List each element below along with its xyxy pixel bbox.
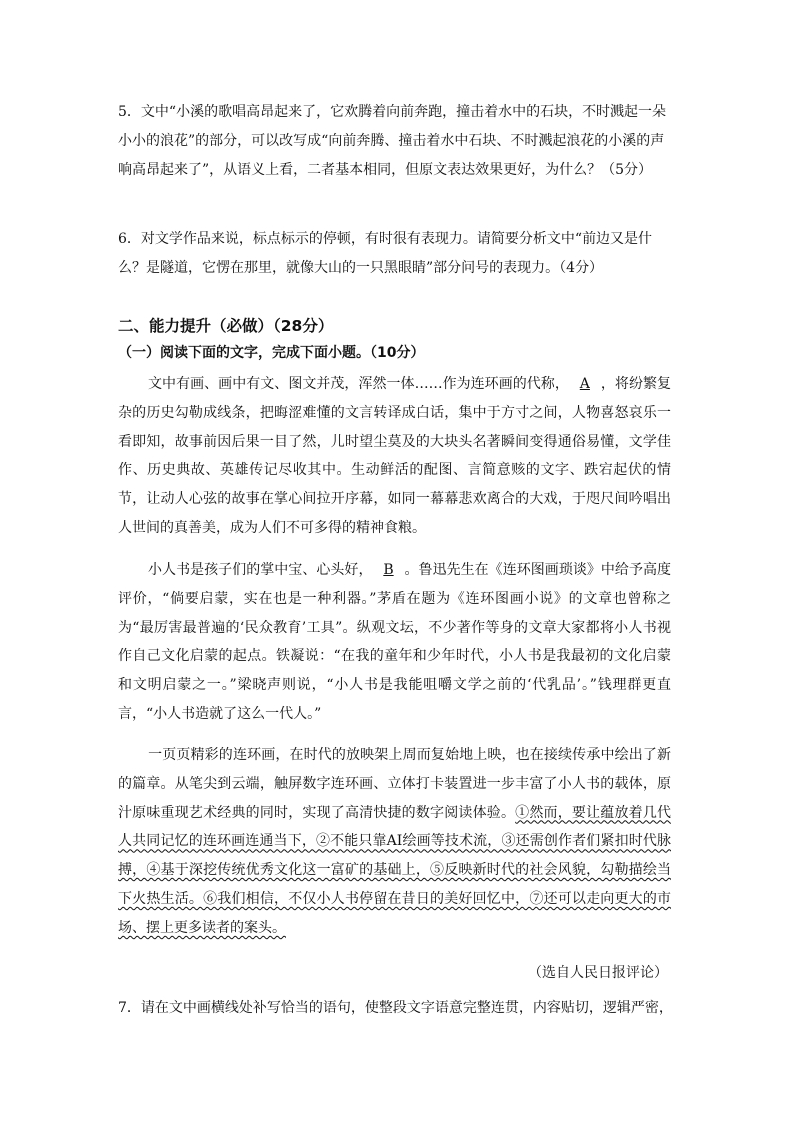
wavy-underlined-passage: ①然而，要让蕴放着几代人共同记忆的连环画连通当下，②不能只靠AI绘画等技术流，③还需创作者们紧扣时代脉搏，④基于深挖传统优秀文化这一富矿的基础上，⑤反映新时代的社会风貌，勾勒描绘当下火热生活。⑥我们相信，不仅小人书停留在昔日的美好回忆中，⑦还可以走向更大的市场、摆上更多读者的案头。 [118, 804, 671, 936]
paragraph-2-text-a: 小人书是孩子们的掌中宝、心头好， [148, 562, 373, 578]
question-6: 6．对文学作品来说，标点标示的停顿，有时很有表现力。请简要分析文中“前边又是什么？是隧道，它愣在那里，就像大山的一只黑眼睛”部分问号的表现力。（4分） [118, 231, 653, 276]
section-title: 二、能力提升（必做）（28分） [118, 317, 334, 335]
article-source: （选自人民日报评论） [528, 965, 668, 981]
paragraph-1-text-a: 文中有画、画中有文、图文并茂，浑然一体……作为连环画的代称， [148, 376, 569, 392]
question-5: 5．文中“小溪的歌唱高昂起来了，它欢腾着向前奔跑，撞击着水中的石块，不时溅起一朵小小的浪花”的部分，可以改写成“向前奔腾、撞击着水中石块、不时溅起浪花的小溪的声响高昂起来了”，从语义上看，二者基本相同，但原文表达效果更好，为什么？（5分） [118, 104, 667, 178]
blank-a: A [579, 376, 590, 392]
question-7: 7．请在文中画横线处补写恰当的语句，使整段文字语意完整连贯，内容贴切，逻辑严密， [118, 1000, 673, 1016]
paragraph-3-text: 一页页精彩的连环画，在时代的放映架上周而复始地上映，也在接续传承中绘出了新的篇章。从笔尖到云端，触屏数字连环画、立体打卡装置进一步丰富了小人书的载体，原汁原味重现艺术经典的同时，实现了高清快捷的数字阅读体验。 [118, 747, 671, 821]
article-paragraph-3 [118, 741, 671, 943]
article-paragraph-2 [118, 556, 671, 729]
paragraph-2-text-b: 。鲁迅先生在《连环图画琐谈》中给予高度评价，“倘要启蒙，实在也是一种利器。”茅盾在题为《连环图画小说》的文章也曾称之为“最厉害最普遍的‘民众教育’工具”。纵观文坛，不少著作等身的文章大家都将小人书视作自己文化启蒙的起点。铁凝说：“在我的童年和少年时代，小人书是我最初的文化启蒙和文明启蒙之一。”梁晓声则说，“小人书是我能咀嚼文学之前的‘代乳品’。”钱理群更直言，“小人书造就了这么一代人。” [118, 562, 672, 722]
article-paragraph-1 [118, 370, 671, 543]
section-subtitle: （一）阅读下面的文字，完成下面小题。（10分） [118, 345, 425, 361]
paragraph-1-text-b: ，将纷繁复杂的历史勾勒成线条，把晦涩难懂的文言转译成白话，集中于方寸之间，人物喜怒哀乐一看即知，故事前因后果一目了然，儿时望尘莫及的大块头名著瞬间变得通俗易懂，文学佳作、历史典故、英雄传记尽收其中。生动鲜活的配图、言简意赅的文字、跌宕起伏的情节，让动人心弦的故事在掌心间拉开序幕，如同一幕幕悲欢离合的大戏，于咫尺间吟唱出人世间的真善美，成为人们不可多得的精神食粮。 [118, 376, 672, 536]
blank-b: B [383, 562, 394, 578]
